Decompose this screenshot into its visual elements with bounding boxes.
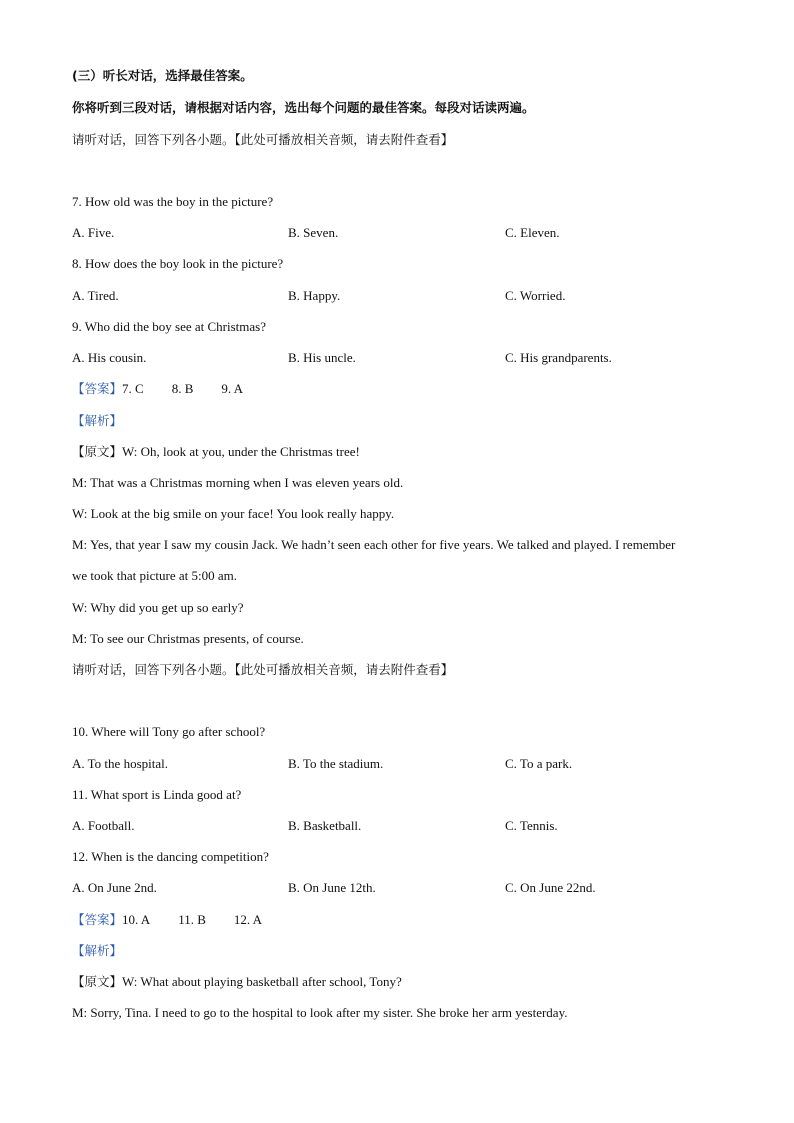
question-11-option-a: A. Football. [72, 818, 135, 833]
question-7-option-c: C. Eleven. [505, 225, 560, 240]
analysis-label: 【解析】 [72, 413, 123, 428]
question-9: 9. Who did the boy see at Christmas? [72, 319, 267, 334]
question-7-option-b: B. Seven. [288, 225, 339, 240]
question-8-option-a: A. Tired. [72, 288, 119, 303]
question-12-option-b: B. On June 12th. [288, 880, 376, 895]
answer-item: 8. B [171, 381, 194, 396]
answer-label: 【答案】 [72, 912, 123, 927]
question-12-option-a: A. On June 2nd. [72, 880, 157, 895]
answer-item: 11. B [178, 912, 206, 927]
group-1-prompt: 请听对话，回答下列各小题。【此处可播放相关音频，请去附件查看】 [72, 132, 454, 147]
question-8-option-c: C. Worried. [505, 288, 566, 303]
transcript-label: 【原文】 [72, 974, 123, 989]
transcript-line: W: Look at the big smile on your face! You look really happy. [72, 506, 395, 521]
transcript-line: we took that picture at 5:00 am. [72, 568, 237, 583]
question-10-option-b: B. To the stadium. [288, 756, 384, 771]
question-10-option-c: C. To a park. [505, 756, 573, 771]
question-8: 8. How does the boy look in the picture? [72, 256, 284, 271]
question-12: 12. When is the dancing competition? [72, 849, 269, 864]
question-9-option-a: A. His cousin. [72, 350, 147, 365]
group-2-answers [72, 912, 290, 928]
question-8-option-b: B. Happy. [288, 288, 341, 303]
transcript-line: W: Why did you get up so early? [72, 600, 244, 615]
transcript-label: 【原文】 [72, 444, 123, 459]
question-7-option-a: A. Five. [72, 225, 115, 240]
transcript-line: M: Sorry, Tina. I need to go to the hospital to look after my sister. She broke her arm yesterday. [72, 1005, 568, 1020]
transcript-line: 【原文】W: Oh, look at you, under the Christmas tree! [72, 444, 360, 459]
section-instruction: 你将听到三段对话，请根据对话内容，选出每个问题的最佳答案。每段对话读两遍。 [72, 100, 535, 115]
question-12-option-c: C. On June 22nd. [505, 880, 596, 895]
answer-item: 9. A [221, 381, 244, 396]
transcript-line: 【原文】W: What about playing basketball after school, Tony? [72, 974, 402, 989]
question-9-option-c: C. His grandparents. [505, 350, 612, 365]
question-9-option-b: B. His uncle. [288, 350, 356, 365]
question-10-option-a: A. To the hospital. [72, 756, 168, 771]
answer-item: 7. C [122, 381, 144, 396]
question-10: 10. Where will Tony go after school? [72, 724, 266, 739]
transcript-line: M: Yes, that year I saw my cousin Jack. We hadn’t seen each other for five years. We talked and played. I remember [72, 537, 676, 552]
answer-item: 12. A [233, 912, 263, 927]
question-11-option-b: B. Basketball. [288, 818, 362, 833]
question-11-option-c: C. Tennis. [505, 818, 558, 833]
group-1-answers [72, 381, 271, 397]
group-2-prompt: 请听对话，回答下列各小题。【此处可播放相关音频，请去附件查看】 [72, 662, 454, 677]
answer-item: 10. A [122, 912, 151, 927]
analysis-label: 【解析】 [72, 943, 123, 958]
transcript-line: M: That was a Christmas morning when I was eleven years old. [72, 475, 404, 490]
question-7: 7. How old was the boy in the picture? [72, 194, 274, 209]
answer-label: 【答案】 [72, 381, 123, 396]
section-title: (三）听长对话，选择最佳答案。 [72, 68, 253, 83]
transcript-line: M: To see our Christmas presents, of course. [72, 631, 304, 646]
question-11: 11. What sport is Linda good at? [72, 787, 242, 802]
